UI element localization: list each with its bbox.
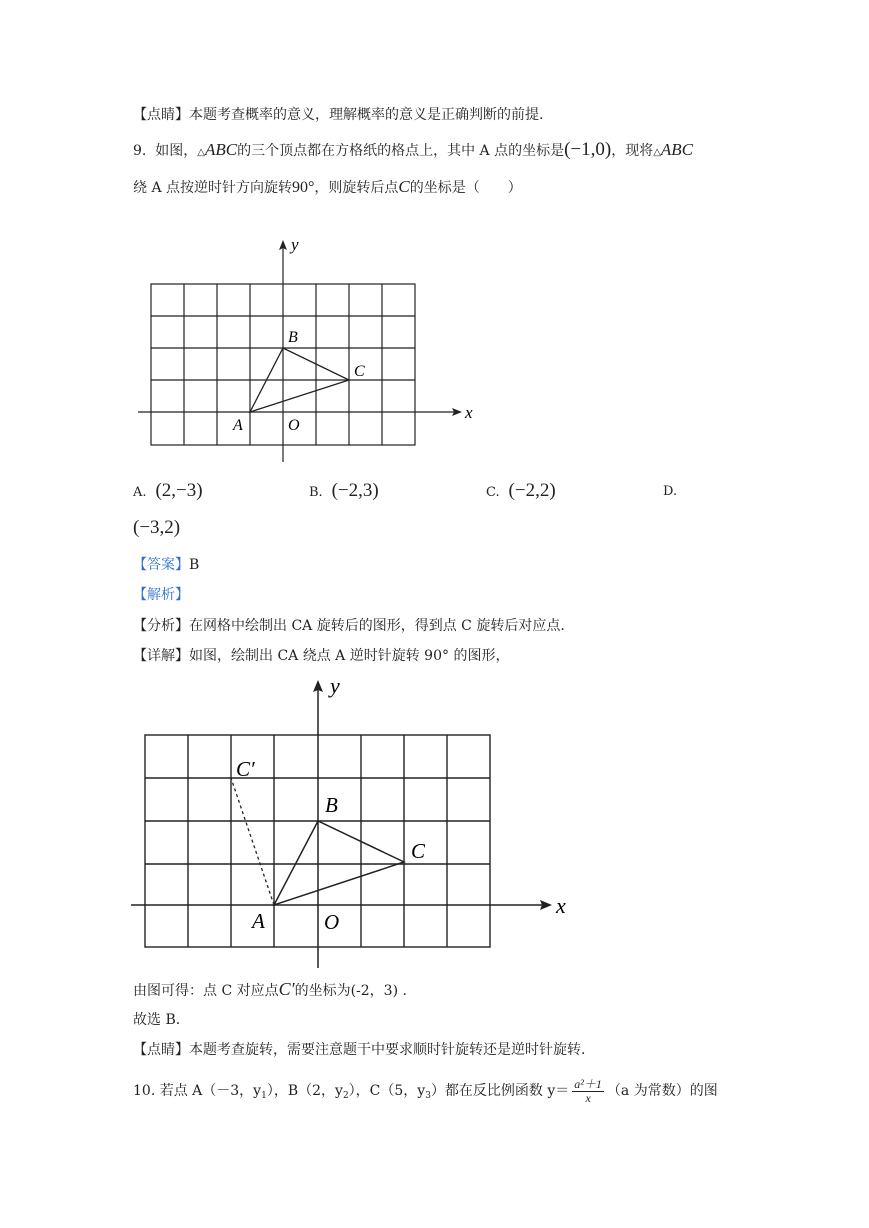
label-b-2: B [325,793,338,817]
result-text: 由图可得：点 C 对应点 [133,983,279,999]
remark-tag: 【点睛】 [133,107,189,123]
question-text: 的坐标是（ ） [409,180,522,196]
label-o-2: O [324,910,340,934]
q10-text: 10. 若点 A（－3，y [133,1083,262,1099]
triangle-abc-2 [274,821,404,905]
label-a: A [233,417,243,434]
analysis-tag: 【解析】 [133,587,189,603]
option-letter: A. [133,485,147,500]
triangle-icon: △ [653,147,661,158]
option-b[interactable] [309,481,379,503]
result [133,979,407,1001]
xiangjie-text: 如图，绘制出 CA 绕点 A 逆时针旋转 90° 的图形， [189,648,510,664]
option-d-value [133,518,180,539]
rotation-angle: 90° [292,179,315,196]
option-a[interactable] [133,481,203,503]
fraction-numerator: a²＋1 [574,1076,602,1091]
question-text: 的三个顶点都在方格纸的格点上，其中 A 点的坐标是 [237,143,565,159]
option-letter: D. [663,484,678,499]
result-text: 的坐标为(-2，3) . [294,983,407,999]
fenxi-text: 在网格中绘制出 CA 旋转后的图形，得到点 C 旋转后对应点. [189,618,565,634]
question-text: ，则旋转后点 [314,180,399,196]
rotated-segment-ac-prime [231,778,274,905]
option-value: (2,−3) [155,480,203,501]
point-c-prime: C′ [278,979,295,999]
label-c-2: C [411,839,426,863]
q10-text: ），B（2，y [266,1083,343,1099]
remark-text: 本题考查概率的意义，理解概率的意义是正确判断的前提. [189,107,544,123]
triangle-name: ABC [204,140,238,159]
fraction-denominator: x [585,1090,591,1105]
option-letter: B. [309,485,323,500]
option-letter: C. [486,485,500,500]
option-d[interactable] [663,481,677,502]
label-b: B [288,329,298,346]
label-c-prime: C′ [236,757,255,781]
answer-value: B [189,557,200,573]
label-c: C [354,363,365,380]
answer [133,555,199,575]
triangle-icon: △ [197,147,205,158]
xiangjie [133,646,509,666]
q10-text: ）都在反比例函数 y＝ [430,1083,570,1099]
option-value: (−2,2) [508,480,556,501]
x-axis-2-label: x [556,893,566,918]
option-value: (−2,3) [331,480,379,501]
answer-tag: 【答案】 [133,557,189,573]
question-text: 如图， [155,143,198,159]
question-number: 9. [133,143,147,159]
question-10 [133,1072,718,1115]
fraction [572,1078,604,1105]
choose: 故选 B. [133,1012,181,1028]
option-value: (−3,2) [133,517,181,538]
label-a-2: A [252,909,265,933]
fenxi [133,616,565,636]
question-text: 绕 A 点按逆时针方向旋转 [133,180,293,196]
label-o: O [288,417,300,434]
question-text: ，现将 [611,143,654,159]
remark-text: 本题考查旋转，需要注意题干中要求顺时针旋转还是逆时针旋转. [189,1042,586,1058]
x-axis-label: x [465,403,473,422]
subscript: 3 [425,1091,431,1101]
remark-bottom [133,1040,585,1060]
subscript: 1 [261,1091,267,1101]
triangle-name: ABC [660,140,694,159]
q10-text: （a 为常数）的图 [606,1083,718,1099]
remark-tag: 【点睛】 [133,1042,189,1058]
xiangjie-tag: 【详解】 [133,648,189,664]
q10-text: ），C（5，y [348,1083,426,1099]
coordinate-a: (−1,0) [564,139,612,160]
y-axis-label: y [291,235,299,254]
option-c[interactable] [486,481,556,503]
fenxi-tag: 【分析】 [133,618,189,634]
point-c: C [398,177,410,196]
y-axis-2-label: y [330,673,340,698]
subscript: 2 [342,1091,349,1101]
